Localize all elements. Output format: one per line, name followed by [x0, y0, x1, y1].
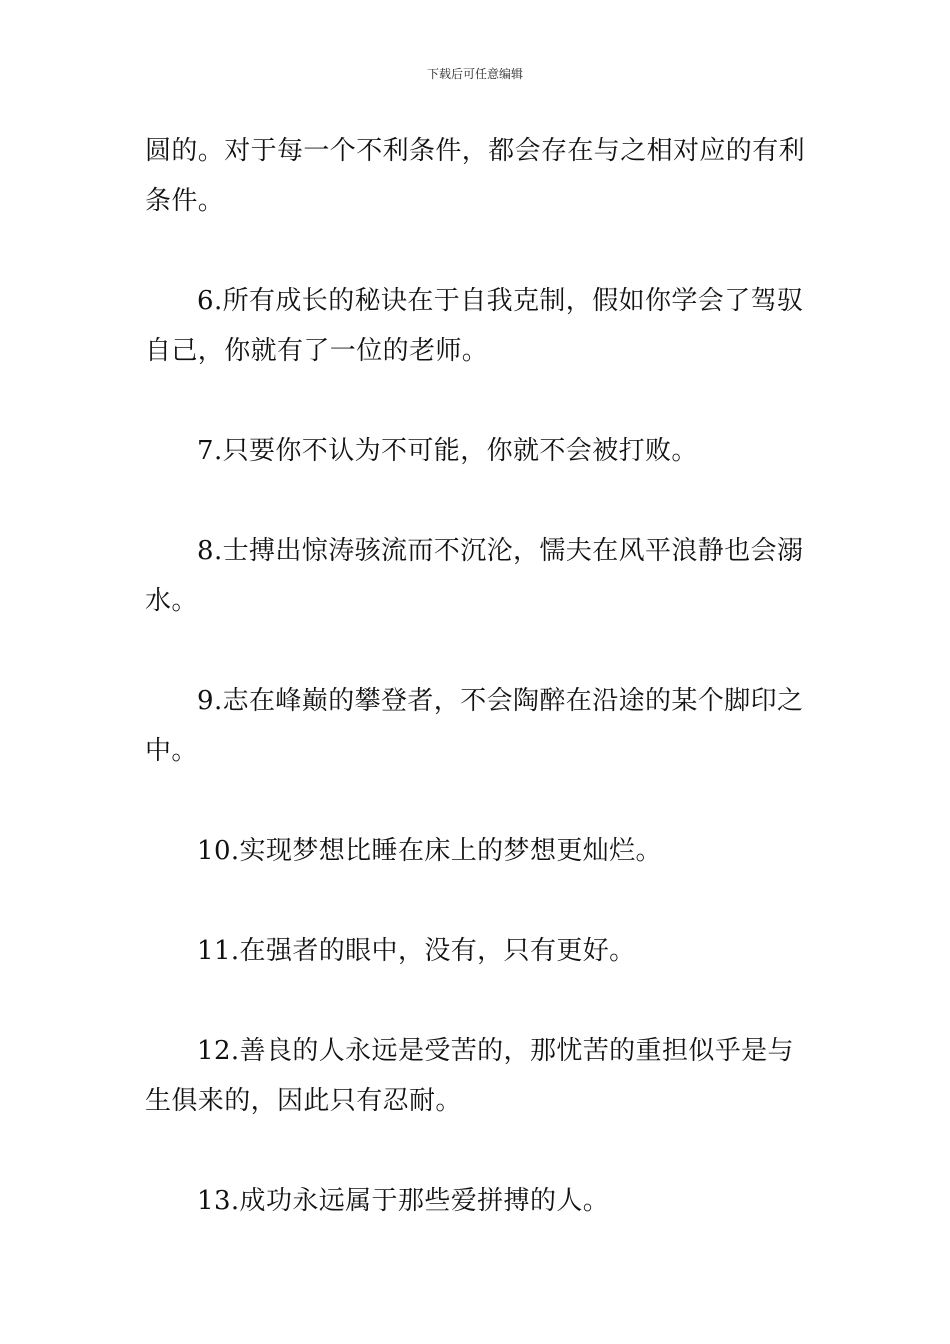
paragraph-8: 8.士搏出惊涛骇流而不沉沦，懦夫在风平浪静也会溺水。	[145, 536, 804, 616]
paragraph-11: 11.在强者的眼中，没有，只有更好。	[197, 936, 636, 966]
paragraph-gap	[145, 376, 810, 426]
paragraph-gap	[145, 226, 810, 276]
page-header: 下载后可任意编辑	[426, 67, 523, 81]
paragraph-13: 13.成功永远属于那些爱拼搏的人。	[197, 1186, 610, 1216]
paragraph-10: 10.实现梦想比睡在床上的梦想更灿烂。	[197, 836, 662, 866]
paragraph-gap	[145, 476, 810, 526]
paragraph-gap	[145, 976, 810, 1026]
paragraph-gap	[145, 776, 810, 826]
paragraph-9: 9.志在峰巅的攀登者，不会陶醉在沿途的某个脚印之中。	[145, 686, 804, 766]
paragraph-7: 7.只要你不认为不可能，你就不会被打败。	[197, 436, 698, 466]
paragraph-6: 6.所有成长的秘诀在于自我克制，假如你学会了驾驭自己，你就有了一位的老师。	[145, 286, 804, 366]
paragraph-continuation: 圆的。对于每一个不利条件，都会存在与之相对应的有利条件。	[145, 136, 806, 216]
document-body	[145, 126, 810, 1226]
paragraph-12: 12.善良的人永远是受苦的，那忧苦的重担似乎是与生俱来的，因此只有忍耐。	[145, 1036, 794, 1116]
paragraph-gap	[145, 1126, 810, 1176]
paragraph-gap	[145, 876, 810, 926]
paragraph-gap	[145, 626, 810, 676]
